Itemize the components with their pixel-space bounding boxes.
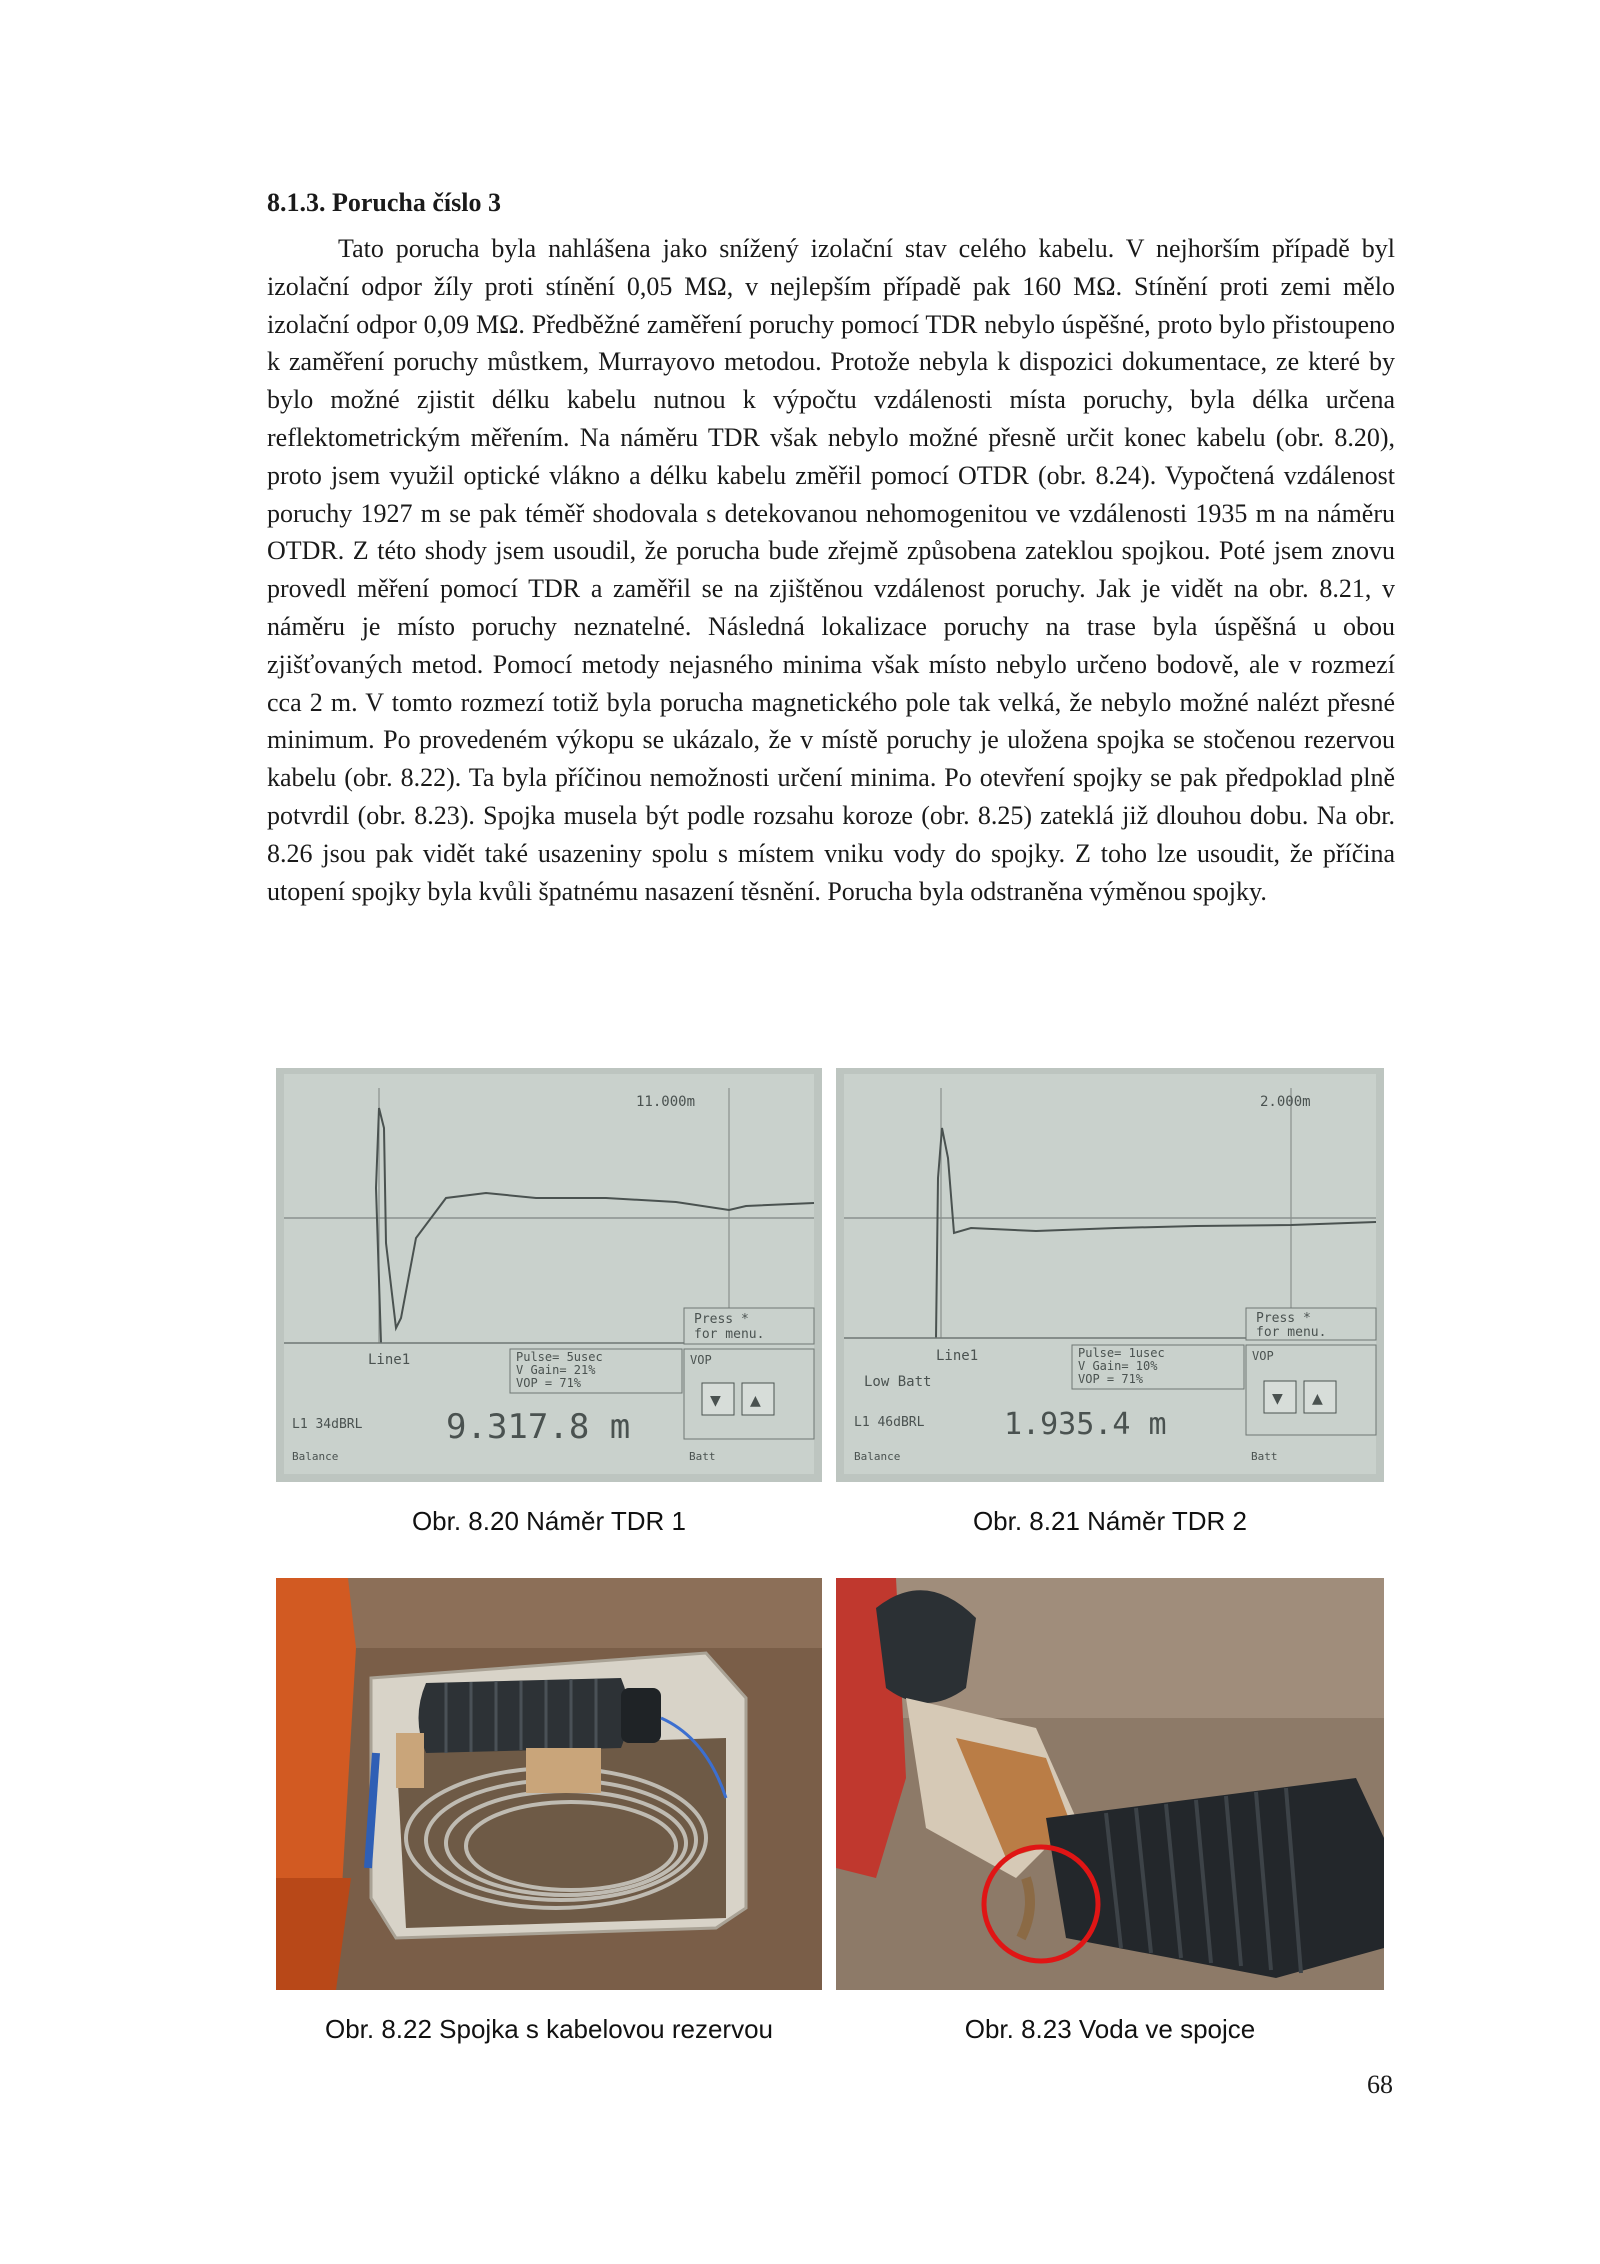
figure-tdr-1: [276, 1068, 822, 1482]
page-number: 68: [1367, 2070, 1393, 2099]
section-heading: 8.1.3. Porucha číslo 3: [267, 188, 501, 217]
tdr-1-press: Press *: [694, 1312, 749, 1327]
tdr-1-line: Line1: [368, 1352, 411, 1368]
tdr-2-vop: VOP = 71%: [1078, 1372, 1144, 1386]
figure-joint-photo: [276, 1578, 822, 1990]
tdr-1-pulse: Pulse= 5usec: [516, 1350, 603, 1364]
figure-tdr-2: [836, 1068, 1384, 1482]
caption-tdr-1: Obr. 8.20 Náměr TDR 1: [411, 1506, 687, 1536]
tdr-2-batt: Batt: [1251, 1450, 1278, 1463]
tdr-2-pulse: Pulse= 1usec: [1078, 1346, 1165, 1360]
tdr-1-gain: V Gain= 21%: [516, 1363, 596, 1377]
caption-water-photo: Obr. 8.23 Voda ve spojce: [964, 2014, 1256, 2044]
tdr-1-balance: Balance: [292, 1450, 339, 1463]
tdr-2-up-arrow: ▲: [1312, 1388, 1323, 1409]
tdr-1-batt: Batt: [689, 1450, 716, 1463]
caption-tdr-2: Obr. 8.21 Náměr TDR 2: [972, 1506, 1248, 1536]
tdr-1-for-menu: for menu.: [694, 1327, 765, 1342]
tdr-2-for-menu: for menu.: [1256, 1325, 1327, 1340]
tdr-1-vop-box: VOP: [690, 1353, 712, 1367]
tdr-1-down-arrow: ▼: [710, 1390, 721, 1411]
tdr-2-press: Press *: [1256, 1311, 1311, 1326]
tdr-2-distance: 1.935.4 m: [1004, 1407, 1167, 1442]
tdr-1-range: 11.000m: [636, 1094, 696, 1110]
tdr-2-balance: Balance: [854, 1450, 901, 1463]
tdr-1-distance: 9.317.8 m: [446, 1407, 631, 1447]
tdr-2-vop-box: VOP: [1252, 1349, 1274, 1363]
tdr-2-line: Line1: [936, 1348, 979, 1364]
tdr-2-down-arrow: ▼: [1272, 1388, 1283, 1409]
tdr-1-up-arrow: ▲: [750, 1390, 761, 1411]
tdr-2-level: L1 46dBRL: [854, 1415, 925, 1430]
figure-water-photo: [836, 1578, 1384, 1990]
tdr-2-low-batt: Low Batt: [864, 1374, 932, 1390]
caption-joint-photo: Obr. 8.22 Spojka s kabelovou rezervou: [324, 2014, 774, 2044]
tdr-2-range: 2.000m: [1260, 1094, 1311, 1110]
tdr-1-level: L1 34dBRL: [292, 1417, 363, 1432]
tdr-1-vop: VOP = 71%: [516, 1376, 582, 1390]
body-paragraph: Tato porucha byla nahlášena jako snížený izolační stav celého kabelu. V nejhorším případě byl izolační odpor žíly proti stínění 0,05 MΩ, v nejlepším případě pak 160 MΩ. Stínění proti zemi mělo izolační odpor 0,09 MΩ. Předběžné zaměření poruchy pomocí TDR nebylo úspěšné, proto bylo přistoupeno k zaměření poruchy můstkem, Murrayovo metodou. Protože nebyla k dispozici dokumentace, ze které by bylo možné zjistit délku kabelu nutnou k výpočtu vzdálenosti místa poruchy, byla délka určena reflektometrickým měřením. Na náměru TDR však nebylo možné přesně určit konec kabelu (obr. 8.20), proto jsem využil optické vlákno a délku kabelu změřil pomocí OTDR (obr. 8.24). Vypočtená vzdálenost poruchy 1927 m se pak téměř shodovala s detekovanou nehomogenitou ve vzdálenosti 1935 m na náměru OTDR. Z této shody jsem usoudil, že porucha bude zřejmě způsobena zateklou spojkou. Poté jsem znovu provedl měření pomocí TDR a zaměřil se na zjištěnou vzdálenost poruchy. Jak je vidět na obr. 8.21, v náměru je místo poruchy neznatelné. Následná lokalizace poruchy na trase byla úspěšná u obou zjišťovaných metod. Pomocí metody nejasného minima však místo nebylo určeno bodově, ale v rozmezí cca 2 m. V tomto rozmezí totiž byla porucha magnetického pole tak velká, že nebylo možné nalézt přesné minimum. Po provedeném výkopu se ukázalo, že v místě poruchy je uložena spojka se stočenou rezervou kabelu (obr. 8.22). Ta byla příčinou nemožnosti určení minima. Po otevření spojky se pak předpoklad plně potvrdil (obr. 8.23). Spojka musela být podle rozsahu koroze (obr. 8.25) zateklá již dlouhou dobu. Na obr. 8.26 jsou pak vidět také usazeniny spolu s místem vniku vody do spojky. Z toho lze usoudit, že příčina utopení spojky byla kvůli špatnému nasazení těsnění. Porucha byla odstraněna výměnou spojky.: [267, 234, 1395, 906]
tdr-2-gain: V Gain= 10%: [1078, 1359, 1158, 1373]
